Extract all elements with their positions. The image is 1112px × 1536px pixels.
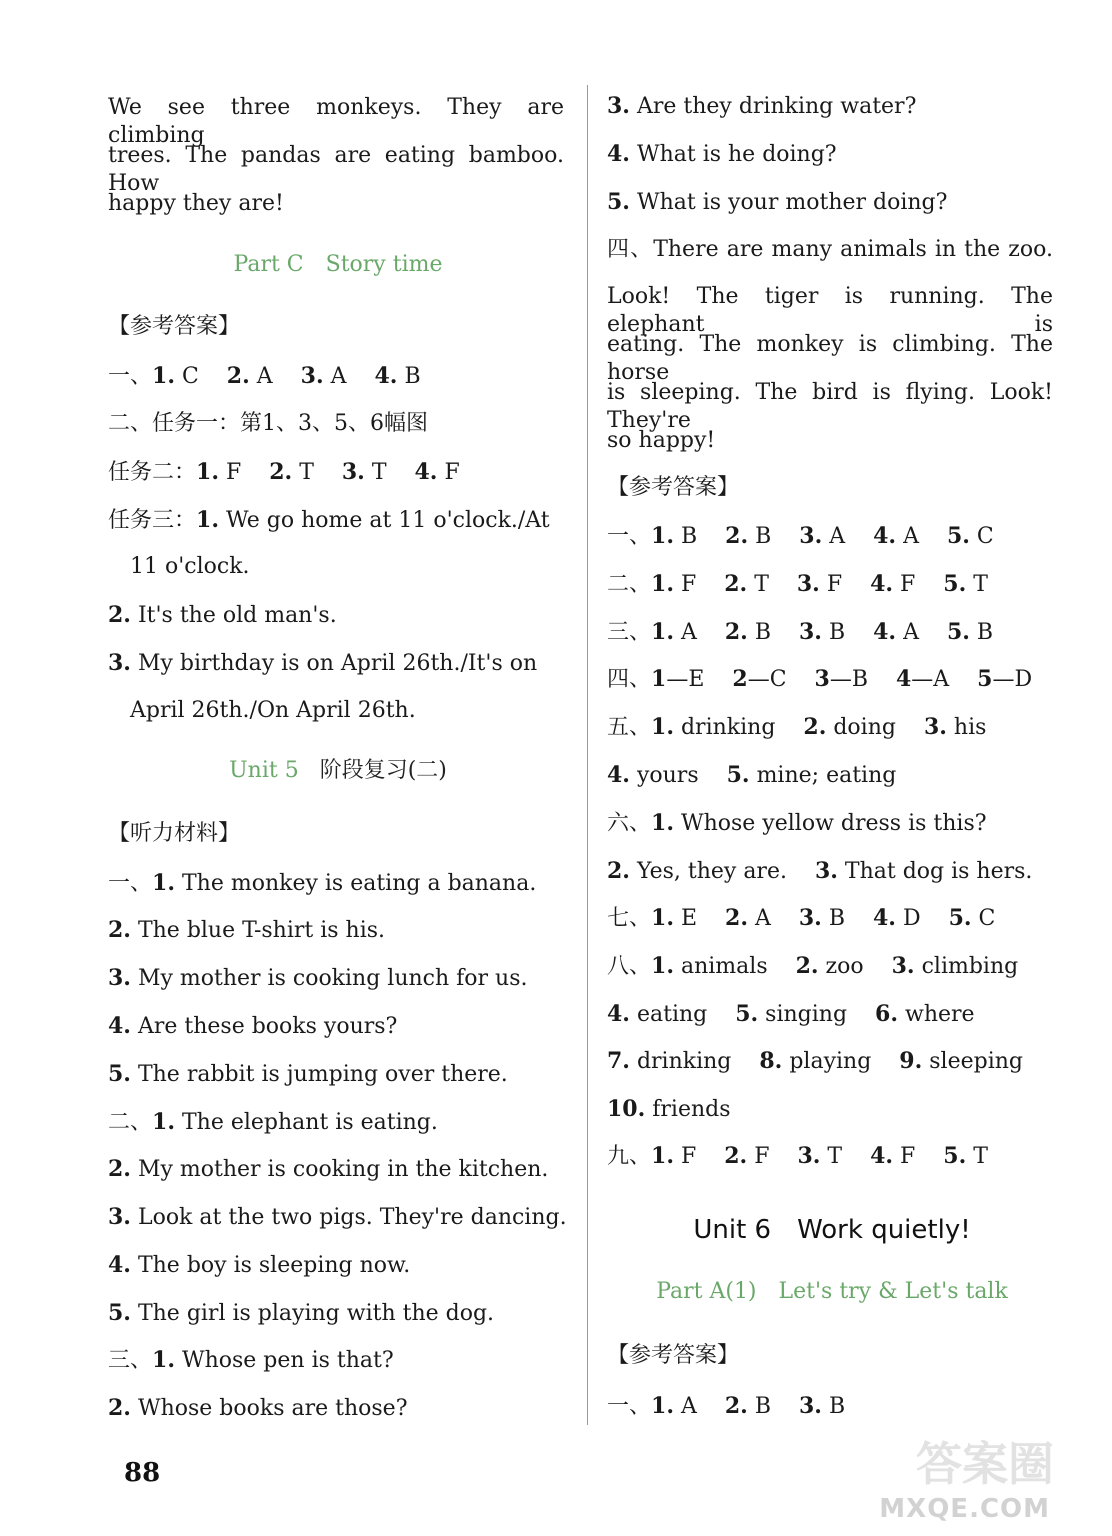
listening-item: 三、1. Whose pen is that? xyxy=(108,1347,394,1373)
page-number: 88 xyxy=(124,1458,161,1488)
paragraph-line: 四、There are many animals in the zoo. xyxy=(607,237,1053,262)
answer-row: 六、1. Whose yellow dress is this? xyxy=(607,810,987,836)
section-heading-part-a: Part A(1) Let's try & Let's talk xyxy=(656,1279,1008,1304)
answer-row: 4. yours 5. mine; eating xyxy=(607,762,897,788)
listening-item: 5. What is your mother doing? xyxy=(607,189,948,215)
listening-item: 3. Look at the two pigs. They're dancing. xyxy=(108,1204,567,1230)
column-divider xyxy=(587,85,588,1425)
answers-label: 【参考答案】 xyxy=(108,314,241,339)
answer-row: 一、1. A 2. B 3. B xyxy=(607,1393,846,1419)
answer-row: 任务三：1. We go home at 11 o'clock./At xyxy=(108,507,550,533)
answer-row: 五、1. drinking 2. doing 3. his xyxy=(607,714,987,740)
answer-row: 2. It's the old man's. xyxy=(108,602,337,628)
section-heading-part-c: Part C Story time xyxy=(233,252,443,277)
listening-item: 2. Whose books are those? xyxy=(108,1395,408,1421)
answer-row: 四、1—E 2—C 3—B 4—A 5—D xyxy=(607,666,1033,692)
paragraph-line: We see three monkeys. They are climbing xyxy=(108,95,564,148)
answer-row: 2. Yes, they are. 3. That dog is hers. xyxy=(607,858,1033,884)
answer-row: 七、1. E 2. A 3. B 4. D 5. C xyxy=(607,905,996,931)
answer-row: 三、1. A 2. B 3. B 4. A 5. B xyxy=(607,619,994,645)
answer-row: 任务二：1. F 2. T 3. T 4. F xyxy=(108,459,460,485)
answer-row: 11 o'clock. xyxy=(130,554,250,579)
listening-item: 二、1. The elephant is eating. xyxy=(108,1109,438,1135)
answer-row: 一、1. B 2. B 3. A 4. A 5. C xyxy=(607,523,994,549)
section-heading-unit5: Unit 5 阶段复习(二) xyxy=(229,758,447,783)
listening-item: 5. The rabbit is jumping over there. xyxy=(108,1061,508,1087)
answer-row: 二、任务一：第1、3、5、6幅图 xyxy=(108,411,428,436)
answer-row: 一、1. C 2. A 3. A 4. B xyxy=(108,363,421,389)
watermark-url: MXQE.COM xyxy=(879,1494,1050,1524)
answer-row: 4. eating 5. singing 6. where xyxy=(607,1001,975,1027)
paragraph-line: so happy! xyxy=(607,428,716,453)
listening-item: 3. Are they drinking water? xyxy=(607,93,917,119)
listening-item: 一、1. The monkey is eating a banana. xyxy=(108,870,537,896)
paragraph-line: Look! The tiger is running. The elephant is xyxy=(607,284,1053,337)
answer-row: 10. friends xyxy=(607,1096,731,1122)
answer-row: 九、1. F 2. F 3. T 4. F 5. T xyxy=(607,1143,988,1169)
answer-row: 二、1. F 2. T 3. F 4. F 5. T xyxy=(607,571,988,597)
watermark-logo xyxy=(834,1400,1084,1530)
answers-label: 【参考答案】 xyxy=(607,1343,740,1368)
listening-label: 【听力材料】 xyxy=(108,821,241,846)
listening-item: 4. What is he doing? xyxy=(607,141,837,167)
answer-row: 3. My birthday is on April 26th./It's on xyxy=(108,650,538,676)
answer-row: April 26th./On April 26th. xyxy=(130,698,416,723)
paragraph-line: trees. The pandas are eating bamboo. How xyxy=(108,143,564,196)
listening-item: 4. The boy is sleeping now. xyxy=(108,1252,411,1278)
listening-item: 2. The blue T-shirt is his. xyxy=(108,917,386,943)
unit6-title: Unit 6 Work quietly! xyxy=(693,1215,971,1245)
paragraph-line: happy they are! xyxy=(108,191,284,216)
listening-item: 4. Are these books yours? xyxy=(108,1013,398,1039)
answer-row: 7. drinking 8. playing 9. sleeping xyxy=(607,1048,1023,1074)
listening-item: 5. The girl is playing with the dog. xyxy=(108,1300,495,1326)
listening-item: 2. My mother is cooking in the kitchen. xyxy=(108,1156,549,1182)
listening-item: 3. My mother is cooking lunch for us. xyxy=(108,965,528,991)
answer-row: 八、1. animals 2. zoo 3. climbing xyxy=(607,953,1019,979)
answers-label: 【参考答案】 xyxy=(607,475,740,500)
watermark-brand: 答案圈 xyxy=(916,1437,1054,1491)
paragraph-line: eating. The monkey is climbing. The horse xyxy=(607,332,1053,385)
paragraph-line: is sleeping. The bird is flying. Look! They're xyxy=(607,380,1053,433)
